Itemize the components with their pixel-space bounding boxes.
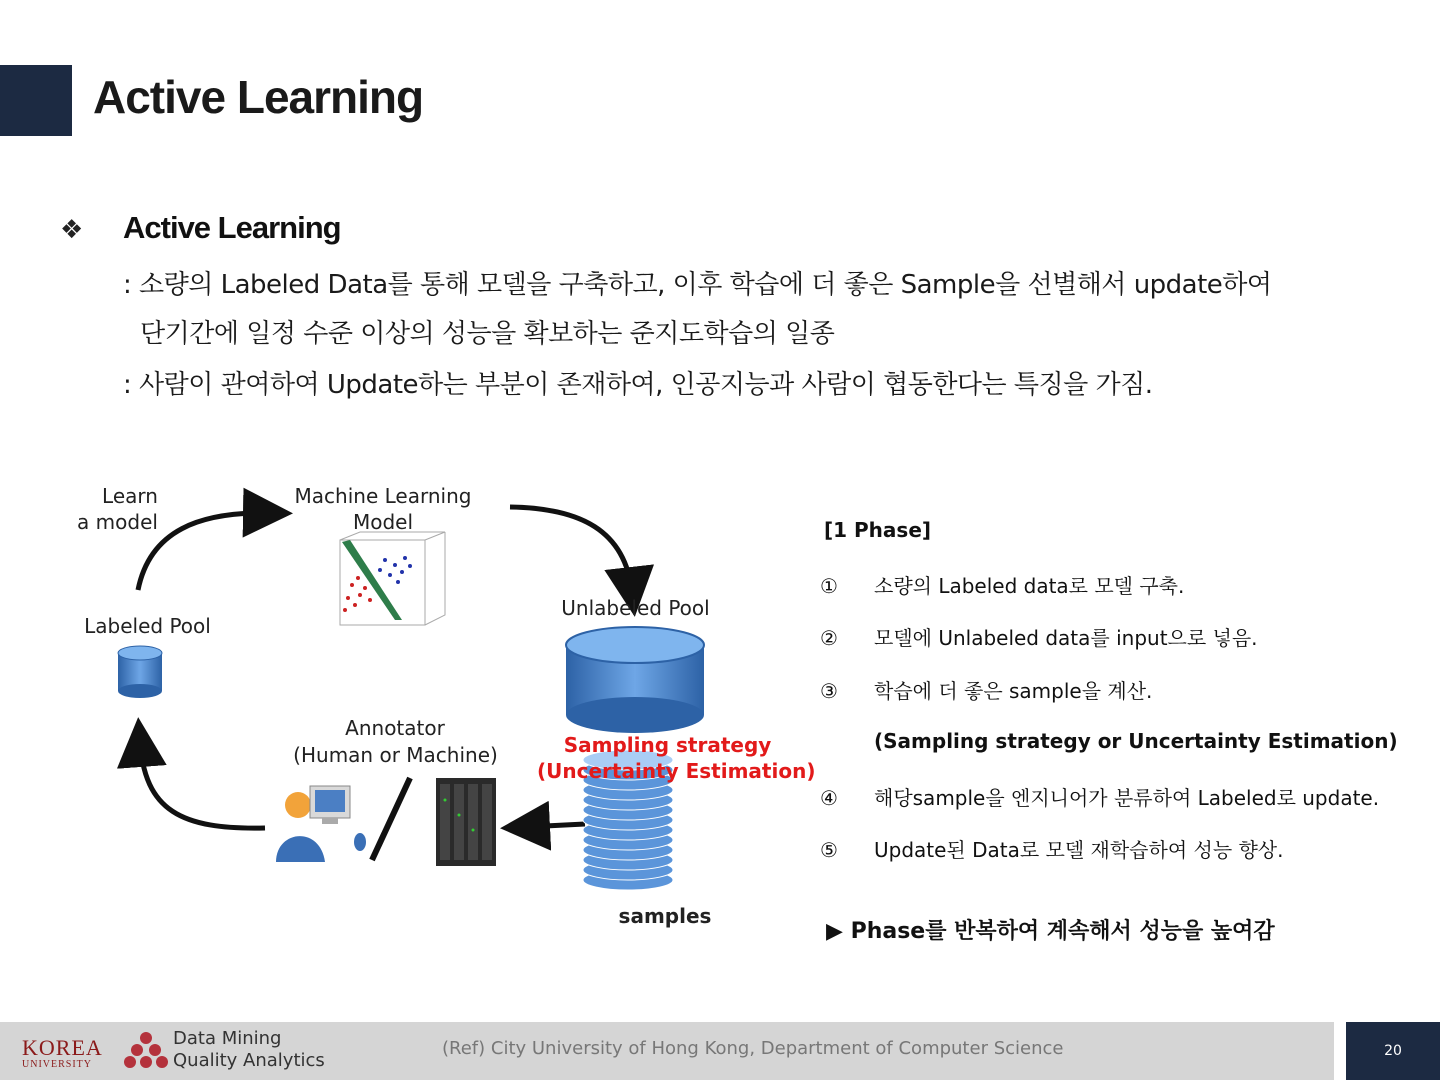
phase-step-3: ③ 학습에 더 좋은 sample을 계산. (820, 679, 1153, 703)
footer-reference: (Ref) City University of Hong Kong, Department of Computer Science (442, 1038, 1064, 1059)
description-line-1: : 소량의 Labeled Data를 통해 모델을 구축하고, 이후 학습에 더 좋은 Sample을 선별해서 update하여 (123, 270, 1272, 300)
phase-step-2: ② 모델에 Unlabeled data를 input으로 넣음. (820, 626, 1258, 650)
arrow-to-annotator (525, 824, 585, 827)
diamond-bullet-icon: ❖ (60, 215, 84, 245)
arrow-to-unlabeled (510, 507, 632, 592)
unlabeled-pool-cylinder (566, 627, 704, 733)
slide-title: Active Learning (93, 71, 424, 123)
description-line-3: : 사람이 관여하여 Update하는 부분이 존재하여, 인공지능과 사람이 협동한다는 특징을 가짐. (123, 370, 1153, 400)
label-samples: samples (618, 904, 712, 928)
label-human-or-machine: (Human or Machine) (293, 743, 498, 767)
server-machine-icon (436, 778, 496, 866)
description-line-2: 단기간에 일정 수준 이상의 성능을 확보하는 준지도학습의 일종 (140, 319, 835, 349)
label-learn: Learn (102, 484, 158, 508)
label-model: Model (352, 510, 414, 534)
label-annotator: Annotator (345, 716, 445, 740)
phase-step-1: ① 소량의 Labeled data로 모델 구축. (820, 574, 1185, 598)
dmqa-lab-name: Data Mining Quality Analytics (173, 1028, 325, 1071)
phase-step-4: ④ 해당sample을 엔지니어가 분류하여 Labeled로 update. (820, 786, 1380, 810)
label-sampling-strategy: Sampling strategy (563, 733, 772, 757)
label-uncertainty-estimation: (Uncertainty Estimation) (537, 759, 816, 783)
label-a-model: a model (77, 510, 158, 534)
title-accent-block (0, 65, 72, 136)
dmqa-logo-icon (124, 1030, 168, 1070)
active-learning-diagram (40, 470, 816, 940)
arrow-to-labeled (140, 742, 265, 828)
label-labeled-pool: Labeled Pool (84, 614, 211, 638)
phase-step-5: ⑤ Update된 Data로 모델 재학습하여 성능 향상. (820, 838, 1284, 862)
phase-step-3-note: (Sampling strategy or Uncertainty Estimation) (874, 729, 1398, 753)
or-slash (372, 778, 410, 860)
ml-model-plot (340, 532, 445, 625)
label-ml: Machine Learning (294, 484, 472, 508)
label-unlabeled-pool: Unlabeled Pool (561, 596, 710, 620)
page-number: 20 (1346, 1022, 1440, 1080)
phase-repeat-note: ▶ Phase를 반복하여 계속해서 성능을 높여감 (826, 919, 1275, 944)
human-annotator-icon (276, 786, 366, 862)
phase-title: [1 Phase] (824, 518, 932, 542)
labeled-pool-cylinder (118, 646, 162, 698)
section-heading: Active Learning (123, 210, 341, 245)
korea-university-logo: KOREA UNIVERSITY (22, 1035, 103, 1070)
